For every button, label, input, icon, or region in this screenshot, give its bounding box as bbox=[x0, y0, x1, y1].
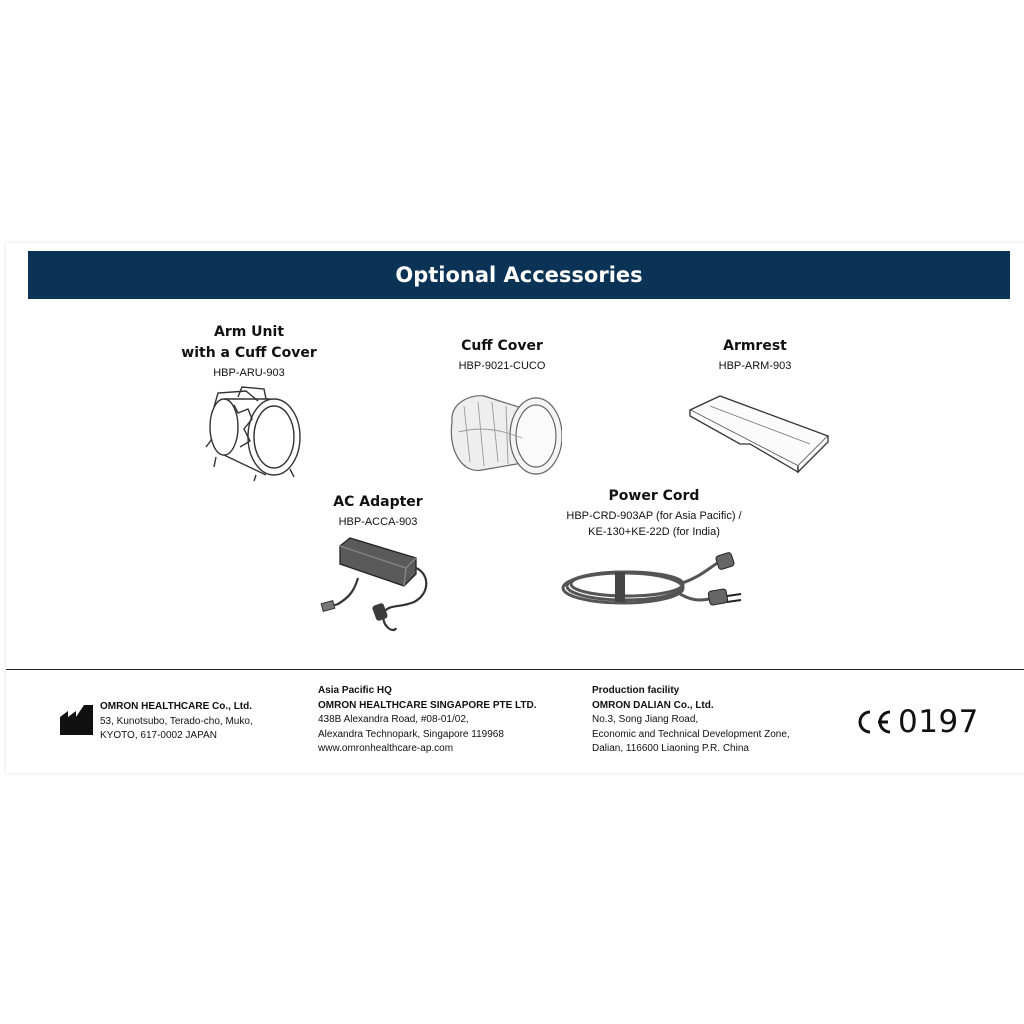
footer-manufacturer bbox=[100, 700, 253, 744]
manufacturer-icon bbox=[60, 705, 93, 735]
power-cord-icon bbox=[559, 548, 749, 618]
accessory-armrest bbox=[680, 336, 830, 476]
production-address-line3: Dalian, 116600 Liaoning P.R. China bbox=[592, 743, 749, 754]
accessory-code: HBP-9021-CUCO bbox=[458, 360, 546, 372]
footer-hq bbox=[318, 684, 537, 757]
accessory-name bbox=[164, 322, 334, 364]
ce-mark bbox=[854, 700, 984, 744]
hq-address-line2: Alexandra Technopark, Singapore 119968 bbox=[318, 728, 504, 740]
footer-divider bbox=[6, 669, 1024, 670]
accessory-code bbox=[544, 508, 764, 540]
accessory-name: AC Adapter bbox=[333, 494, 423, 510]
accessory-code-line2: KE-130+KE-22D (for India) bbox=[588, 526, 720, 538]
production-company: OMRON DALIAN Co., Ltd. bbox=[592, 699, 714, 711]
hq-address-line1: 438B Alexandra Road, #08-01/02, bbox=[318, 714, 469, 725]
arm-unit-icon bbox=[194, 385, 304, 485]
accessory-code: HBP-ARM-903 bbox=[718, 360, 792, 372]
section-banner bbox=[28, 251, 1010, 299]
hq-heading: Asia Pacific HQ bbox=[318, 685, 392, 696]
accessory-name: Power Cord bbox=[608, 488, 700, 504]
production-address-line2: Economic and Technical Development Zone, bbox=[592, 728, 790, 740]
accessory-name-line1: Arm Unit bbox=[213, 324, 285, 340]
hq-website[interactable]: www.omronhealthcare-ap.com bbox=[318, 743, 454, 754]
accessory-name-line2: with a Cuff Cover bbox=[181, 345, 317, 361]
accessory-code: HBP-ARU-903 bbox=[213, 367, 285, 379]
accessory-arm-unit bbox=[164, 322, 334, 485]
accessory-code: HBP-ACCA-903 bbox=[338, 516, 418, 528]
accessory-power-cord bbox=[544, 486, 764, 618]
accessory-name: Cuff Cover bbox=[461, 338, 543, 354]
accessory-cuff-cover bbox=[420, 336, 584, 482]
footer-production bbox=[592, 684, 790, 757]
accessory-code-line1: HBP-CRD-903AP (for Asia Pacific) / bbox=[566, 510, 742, 522]
cuff-cover-icon bbox=[442, 392, 562, 482]
production-heading: Production facility bbox=[592, 685, 680, 696]
ce-number: 0197 bbox=[898, 704, 979, 740]
manufacturer-address-line1: 53, Kunotsubo, Terado-cho, Muko, bbox=[100, 715, 253, 727]
production-address-line1: No.3, Song Jiang Road, bbox=[592, 714, 699, 725]
manufacturer-address-line2: KYOTO, 617-0002 JAPAN bbox=[100, 730, 217, 741]
armrest-icon bbox=[680, 386, 830, 476]
ac-adapter-icon bbox=[318, 534, 438, 642]
hq-company: OMRON HEALTHCARE SINGAPORE PTE LTD. bbox=[318, 699, 537, 711]
ce-mark-icon bbox=[854, 709, 894, 735]
accessory-ac-adapter bbox=[318, 492, 438, 642]
banner-title: Optional Accessories bbox=[395, 263, 643, 287]
manufacturer-company: OMRON HEALTHCARE Co., Ltd. bbox=[100, 701, 253, 712]
accessory-name: Armrest bbox=[723, 338, 787, 354]
